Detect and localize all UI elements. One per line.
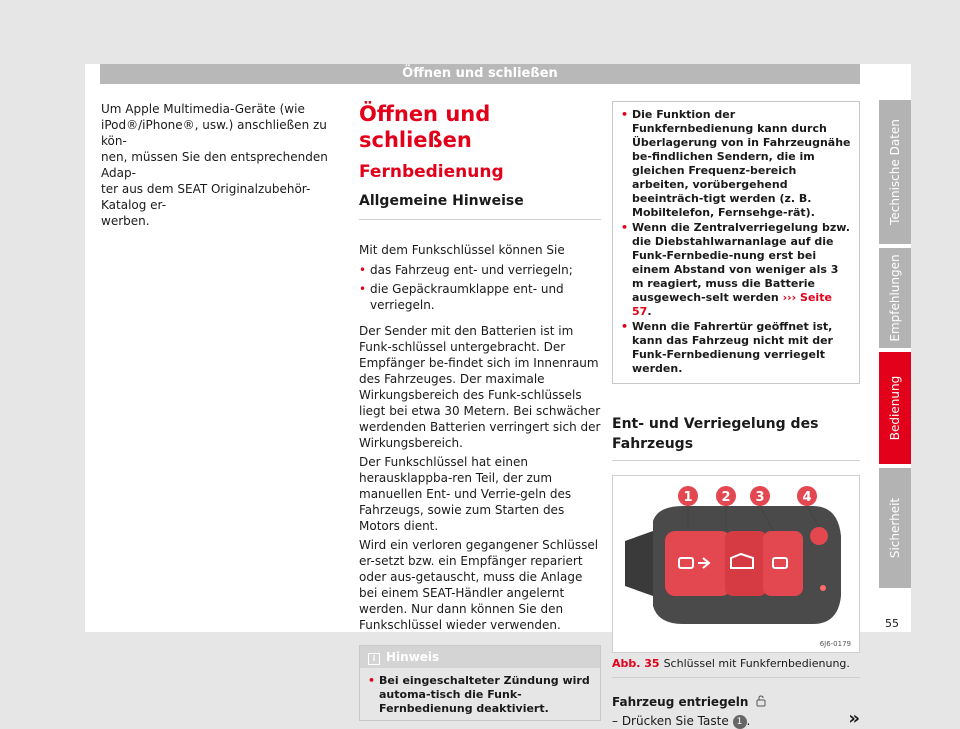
page-header: Öffnen und schließen	[100, 64, 860, 84]
warning-item: • Die Funktion der Funkfernbedienung kann durch Überlagerung von in Fahrzeugnähe be-findlichen Sendern, die im gleichen Frequenz-bereich arbeiten, vorübergehend beeinträch-tigt werden (z. B. Mobiltelefon, Fernsehge-rät).	[621, 108, 851, 220]
subsection-title: Allgemeine Hinweise	[359, 193, 524, 209]
tab-label: Sicherheit	[888, 497, 902, 559]
caption-label: Abb. 35	[612, 657, 660, 670]
divider	[359, 219, 601, 220]
right-column	[612, 101, 860, 729]
list-item: • das Fahrzeug ent- und verriegeln;	[359, 262, 601, 278]
step-text: – Drücken Sie Taste	[612, 714, 729, 728]
key-blade-base	[625, 531, 653, 596]
col1-line: nen, müssen Sie den entsprechenden Adap-	[101, 150, 328, 180]
step-end: .	[746, 714, 751, 728]
lock-button-shape	[763, 531, 803, 596]
figure-caption	[612, 656, 860, 678]
callout-label: 2	[721, 490, 731, 505]
tab-technische-daten[interactable]	[879, 100, 911, 244]
intro-column	[101, 101, 346, 229]
tab-sicherheit[interactable]	[879, 468, 911, 588]
body-paragraph: Der Funkschlüssel hat einen herausklappba-ren Teil, der zum manuellen Ent- und Verrie-geln des Fahrzeugs, sowie zum Starten des Motors dient.	[359, 455, 572, 533]
callout-label: 1	[683, 490, 693, 505]
intro-text: Mit dem Funkschlüssel können Sie	[359, 243, 565, 257]
tab-label: Empfehlungen	[888, 254, 902, 342]
figure-code: 6J6-0179	[819, 640, 851, 648]
info-icon: i	[368, 653, 380, 665]
procedure-step	[612, 708, 860, 729]
list-item: • die Gepäckraumklappe ent- und verriegeln.	[359, 281, 601, 313]
warning-end: .	[647, 305, 652, 318]
tab-label: Technische Daten	[888, 119, 902, 225]
note-box	[359, 645, 601, 721]
note-header	[360, 646, 600, 668]
warning-box	[612, 101, 860, 384]
callout-label: 4	[802, 490, 812, 505]
tab-bedienung[interactable]	[879, 352, 911, 464]
remote-key-illustration	[613, 476, 859, 652]
body-paragraph: Wird ein verloren gegangener Schlüssel er-setzt bzw. ein Empfänger repariert oder aus-getauscht, muss die Anlage bei einem SEAT-Händler angelernt werden. Nur dann können Sie den Funkschlüssel wieder verwenden.	[359, 538, 599, 632]
note-title: Hinweis	[386, 650, 440, 664]
section-title: Fernbedienung	[359, 162, 504, 182]
col1-line: ter aus dem SEAT Originalzubehör-Katalog er-	[101, 182, 311, 212]
page-number: 55	[885, 617, 899, 630]
step-number-badge: 1	[733, 715, 747, 729]
led-indicator	[820, 585, 826, 591]
key-figure	[612, 475, 860, 653]
unlock-small-icon	[756, 695, 766, 707]
function-list	[359, 262, 601, 313]
panic-button-shape	[810, 527, 828, 545]
warning-item: • Wenn die Fahrertür geöffnet ist, kann das Fahrzeug nicht mit der Funk-Fernbedienung verriegelt werden.	[621, 320, 851, 376]
note-text: • Bei eingeschalteter Zündung wird automa-tisch die Funk-Fernbedienung deaktiviert.	[368, 674, 592, 716]
continue-marker: »	[848, 708, 860, 729]
warning-text: Wenn die Zentralverriegelung bzw. die Diebstahlwarnanlage auf die Funk-Fernbedie-nung erst bei einem Abstand von weniger als 3 m reagiert, muss die Batterie ausgewech-selt werden	[632, 221, 850, 304]
note-body	[360, 668, 600, 720]
caption-text: Schlüssel mit Funkfernbedienung.	[663, 657, 850, 670]
divider	[612, 460, 860, 461]
col1-line: iPod®/iPhone®, usw.) anschließen zu kön-	[101, 118, 327, 148]
tab-empfehlungen[interactable]	[879, 248, 911, 348]
warning-item	[621, 221, 851, 319]
page-link[interactable]: ››› Seite 57	[632, 291, 832, 318]
col1-line: Um Apple Multimedia-Geräte (wie	[101, 102, 305, 116]
body-paragraph: Der Sender mit den Batterien ist im Funk-schlüssel untergebracht. Der Empfänger be-findet sich im Innenraum des Fahrzeuges. Der maximale Wirkungsbereich des Funk-schlüssels liegt bei etwa 30 Metern. Bei schwächer werdenden Batterien verringert sich der Wirkungsbereich.	[359, 324, 601, 450]
section-heading: Ent- und Verriegelung des Fahrzeugs	[612, 416, 819, 452]
main-column	[359, 101, 601, 721]
chapter-title: Öffnen und schließen	[359, 102, 491, 152]
procedure-title-text: Fahrzeug entriegeln	[612, 695, 749, 709]
tab-label: Bedienung	[888, 375, 902, 441]
col1-line: werben.	[101, 214, 150, 228]
callout-label: 3	[755, 490, 765, 505]
